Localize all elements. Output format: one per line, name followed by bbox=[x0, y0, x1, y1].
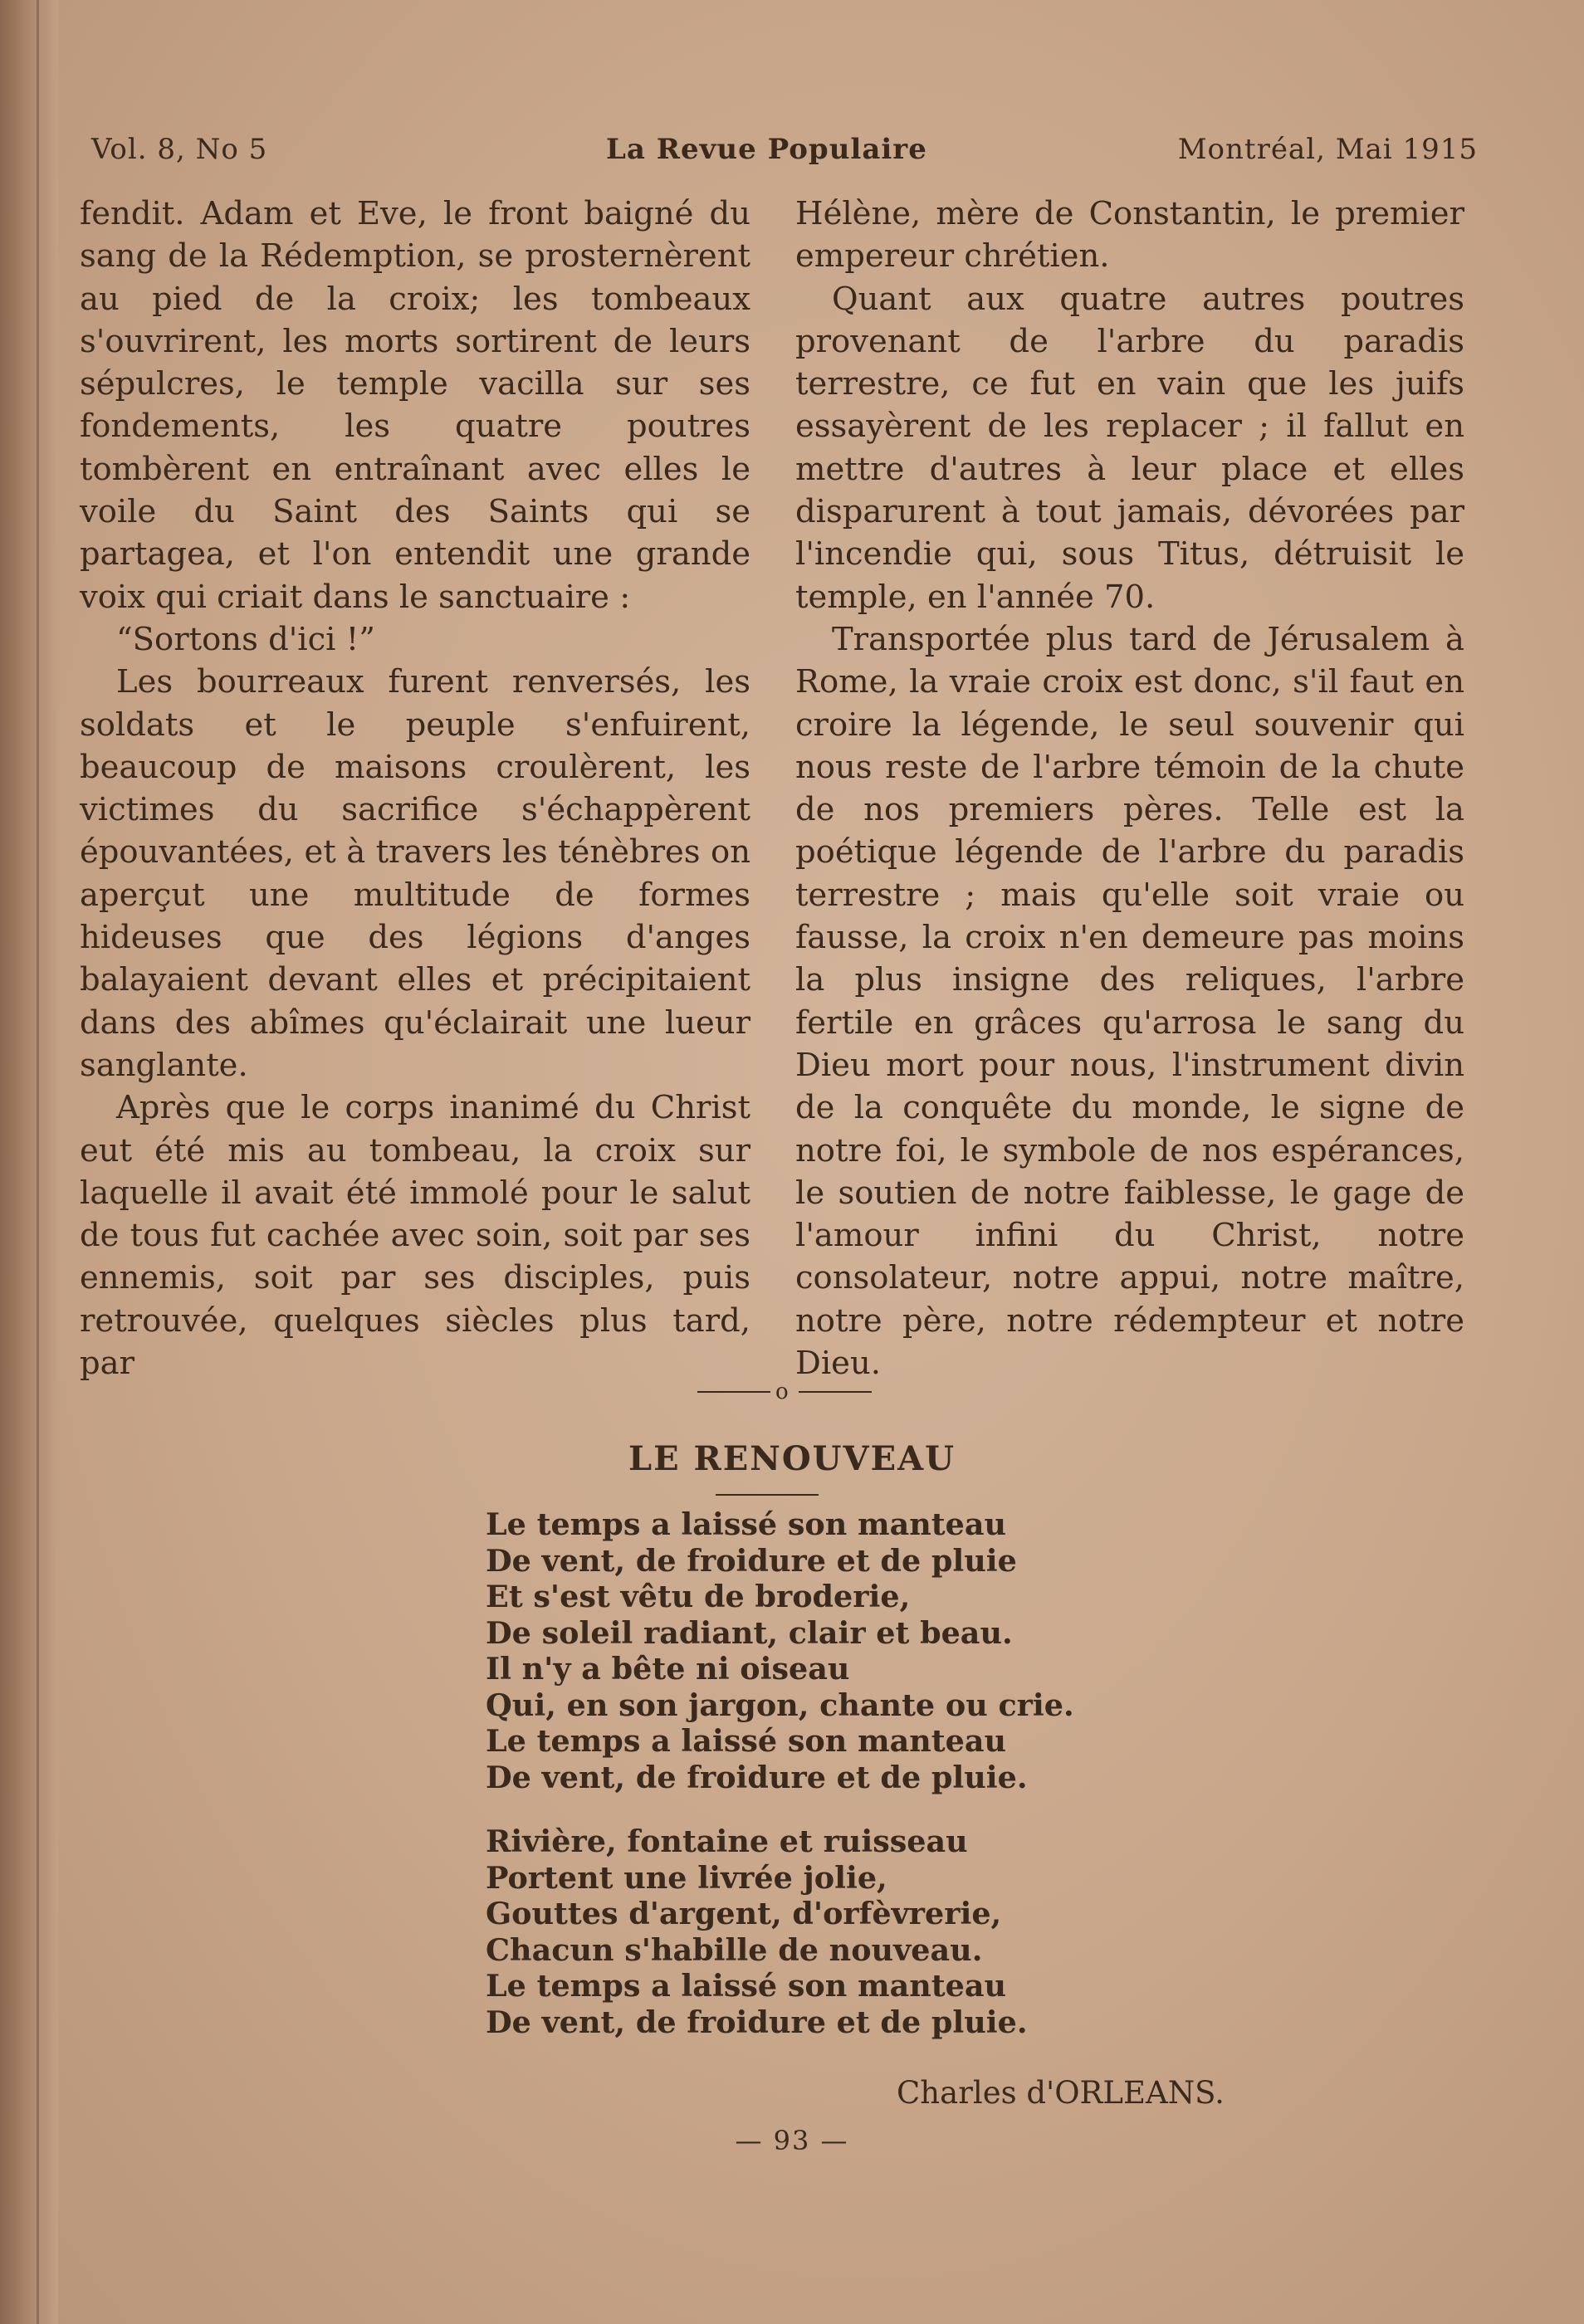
poem-line: Rivière, fontaine et ruisseau bbox=[486, 1824, 968, 1859]
paragraph: Après que le corps inanimé du Christ eut été mis au tombeau, la croix sur laquelle il avait été immolé pour le salut de tous fut cachée avec soin, soit par ses ennemis, soit par ses disciples, puis retrouvée, quelques siècles plus tard, par bbox=[80, 1089, 750, 1383]
poem-line: Et s'est vêtu de broderie, bbox=[486, 1579, 911, 1614]
binding-edge bbox=[37, 0, 39, 2324]
left-column bbox=[80, 193, 750, 1384]
poem-line: De vent, de froidure et de pluie bbox=[486, 1542, 1017, 1579]
poem-line: De soleil radiant, clair et beau. bbox=[486, 1614, 1013, 1651]
stanza-1 bbox=[486, 1506, 1074, 1795]
paragraph: Les bourreaux furent renversés, les soldats et le peuple s'enfuirent, beaucoup de maisons croulèrent, les victimes du sacrifice s'échappèrent épouvantées, et à travers les ténèbres on aperçut une multitude de formes hideuses que des légions d'anges balayaient devant elles et précipitaient dans des abîmes qu'éclairait une lueur sanglante. bbox=[80, 663, 750, 1084]
poem-author: Charles d'ORLEANS. bbox=[897, 2075, 1225, 2111]
binding-spine bbox=[0, 0, 58, 2324]
poem-title-underline bbox=[716, 1494, 819, 1496]
divider-rule-right bbox=[799, 1391, 872, 1393]
poem-line: De vent, de froidure et de pluie. bbox=[486, 2004, 1028, 2040]
running-header bbox=[91, 133, 1478, 174]
poem-line: Gouttes d'argent, d'orfèvrerie, bbox=[486, 1896, 1002, 1931]
poem-line: Portent une livrée jolie, bbox=[486, 1859, 887, 1896]
poem-line: Il n'y a bête ni oiseau bbox=[486, 1651, 850, 1687]
page-number: — 93 — bbox=[735, 2125, 849, 2156]
section-divider bbox=[689, 1379, 880, 1404]
stanza-2 bbox=[486, 1824, 1074, 2040]
right-column bbox=[795, 193, 1464, 1384]
poem-line: De vent, de froidure et de pluie. bbox=[486, 1759, 1028, 1795]
poem-line: Qui, en son jargon, chante ou crie. bbox=[486, 1687, 1074, 1723]
paragraph: Transportée plus tard de Jérusalem à Rome, la vraie croix est donc, s'il faut en croire la légende, le seul souvenir qui nous reste de l'arbre témoin de la chute de nos premiers pères. Telle est la poétique légende de l'arbre du paradis terrestre ; mais qu'elle soit vraie ou fausse, la croix n'en demeure pas moins la plus insigne des reliques, l'arbre fertile en grâces qu'arrosa le sang du Dieu mort pour nous, l'instrument divin de la conquête du monde, le signe de notre foi, le symbole de nos espérances, le soutien de notre faiblesse, le gage de l'amour infini du Christ, notre consolateur, notre appui, notre maître, notre père, notre rédempteur et notre Dieu. bbox=[795, 620, 1464, 1383]
volume-number: Vol. 8, No 5 bbox=[91, 133, 268, 166]
poem-line: Le temps a laissé son manteau bbox=[486, 1968, 1007, 2004]
poem-line: Le temps a laissé son manteau bbox=[486, 1506, 1007, 1542]
paragraph: fendit. Adam et Eve, le front baigné du sang de la Rédemption, se prosternèrent au pied de la croix; les tombeaux s'ouvrirent, les morts sortirent de leurs sépulcres, le temple vacilla sur ses fondements, les quatre poutres tombèrent en entraînant avec elles le voile du Saint des Saints qui se partagea, et l'on entendit une grande voix qui criait dans le sanctuaire : bbox=[80, 195, 750, 616]
poem bbox=[486, 1506, 1074, 2068]
paragraph: Quant aux quatre autres poutres provenant de l'arbre du paradis terrestre, ce fut en vain que les juifs essayèrent de les replacer ; il fallut en mettre d'autres à leur place et elles disparurent à tout jamais, dévorées par l'incendie qui, sous Titus, détruisit le temple, en l'année 70. bbox=[795, 280, 1464, 616]
paragraph: Hélène, mère de Constantin, le premier empereur chrétien. bbox=[795, 195, 1464, 276]
paragraph: “Sortons d'ici !” bbox=[116, 620, 375, 658]
poem-title: LE RENOUVEAU bbox=[628, 1439, 956, 1478]
poem-line: Le temps a laissé son manteau bbox=[486, 1723, 1007, 1759]
divider-rule-left bbox=[697, 1391, 770, 1393]
journal-title: La Revue Populaire bbox=[606, 133, 927, 166]
place-date: Montréal, Mai 1915 bbox=[1177, 133, 1478, 166]
poem-line: Chacun s'habille de nouveau. bbox=[486, 1931, 983, 1968]
divider-mark: o bbox=[775, 1379, 789, 1404]
